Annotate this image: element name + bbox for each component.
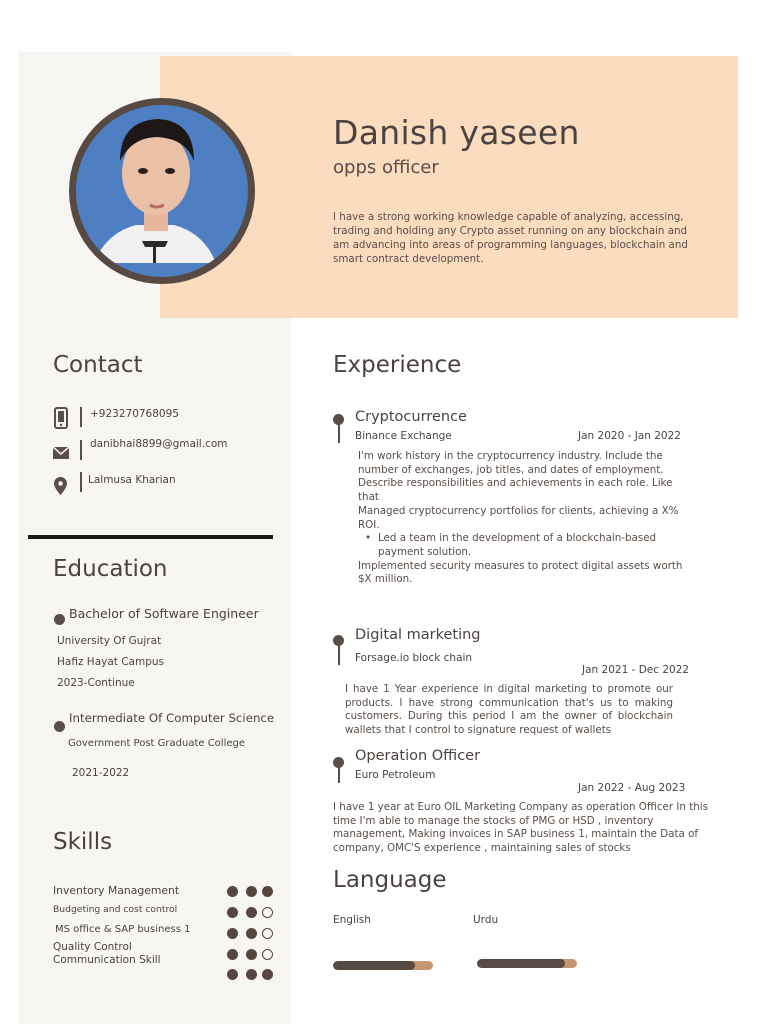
person-name: Danish yaseen	[333, 113, 580, 152]
skill-dot-filled	[246, 949, 257, 960]
contact-email: danibhai8899@gmail.com	[90, 438, 228, 450]
language-name: Urdu	[473, 914, 499, 926]
job-description-line: Managed cryptocurrency portfolios for clients, achieving a X% ROI.	[358, 504, 679, 531]
contact-separator	[80, 440, 82, 460]
timeline-line	[338, 422, 340, 443]
skill-name: Inventory Management	[53, 884, 180, 897]
skill-dot-filled	[246, 907, 257, 918]
job-dates: Jan 2022 - Aug 2023	[578, 782, 686, 794]
job-company: Euro Petroleum	[355, 769, 436, 781]
skill-dot-empty	[262, 907, 273, 918]
job-description: I have 1 Year experience in digital marketing to promote our products. I have strong communication that's us to making customers. During this period I am the owner of blockchain wallets that I control to signature request of wallets	[345, 683, 673, 737]
contact-heading: Contact	[53, 352, 143, 378]
skill-name: Quality Control	[53, 941, 132, 953]
education-line: Government Post Graduate College	[68, 738, 246, 749]
skill-dot-empty	[262, 928, 273, 939]
profile-photo	[69, 98, 255, 284]
education-line: University Of Gujrat	[57, 635, 162, 647]
language-level-bar	[477, 959, 577, 968]
skill-dot-filled	[246, 928, 257, 939]
job-description-line: Implemented security measures to protect digital assets worth $X million.	[358, 559, 683, 586]
skill-dot-filled	[227, 886, 238, 897]
skill-name: Budgeting and cost control	[53, 904, 178, 915]
job-title: Operation Officer	[355, 748, 481, 764]
language-level-fill	[333, 961, 415, 970]
education-line: 2021-2022	[72, 767, 130, 779]
skill-dot-filled	[227, 969, 238, 980]
timeline-line	[338, 643, 340, 665]
education-degree: Intermediate Of Computer Science	[69, 711, 275, 725]
person-role: opps officer	[333, 157, 439, 178]
phone-icon	[54, 407, 68, 433]
bullet-icon	[54, 614, 65, 625]
job-company: Forsage.io block chain	[355, 652, 473, 664]
job-title: Digital marketing	[355, 627, 481, 643]
language-level-fill	[477, 959, 565, 968]
language-name: English	[333, 914, 371, 926]
skill-name: MS office & SAP business 1	[55, 924, 191, 935]
education-heading: Education	[53, 556, 168, 582]
skills-heading: Skills	[53, 829, 113, 855]
skill-dot-filled	[227, 949, 238, 960]
job-description-line: I'm work history in the cryptocurrency industry. Include the number of exchanges, job titles, and dates of employment. Describe responsibilities and achievements in each role. Like that	[358, 450, 673, 504]
skill-dot-filled	[227, 907, 238, 918]
job-description: I have 1 year at Euro OIL Marketing Company as operation Officer In this time I'm able to manage the stocks of PMG or HSD , inventory management, Making invoices in SAP business 1, maintain the Data of company, OMC'S experience , maintaining sales of stocks	[333, 801, 708, 855]
education-line: 2023-Continue	[57, 677, 135, 689]
timeline-line	[338, 765, 340, 783]
contact-separator	[80, 472, 82, 492]
skill-dot-filled	[262, 886, 273, 897]
skill-dot-empty	[262, 949, 273, 960]
job-description-line: Led a team in the development of a blockchain-based payment solution.	[378, 532, 657, 558]
contact-location: Lalmusa Kharian	[88, 474, 176, 486]
bullet-point	[358, 532, 694, 559]
education-degree: Bachelor of Software Engineer	[69, 606, 259, 621]
contact-phone: +923270768095	[90, 408, 179, 420]
skill-dot-filled	[262, 969, 273, 980]
bullet-icon: •	[364, 532, 372, 545]
skill-dot-filled	[246, 886, 257, 897]
profile-summary: I have a strong working knowledge capable of analyzing, accessing, trading and holding any Crypto asset running on any blockchain and am advancing into areas of programming languages, blockchain and smart contract development.	[333, 211, 688, 265]
sidebar-divider	[28, 535, 273, 539]
job-company: Binance Exchange	[355, 430, 452, 442]
contact-separator	[80, 407, 82, 427]
mail-icon	[53, 444, 69, 463]
job-title: Cryptocurrence	[355, 409, 467, 425]
location-pin-icon	[54, 477, 67, 499]
skill-dot-filled	[227, 928, 238, 939]
avatar-portrait	[76, 105, 234, 263]
bullet-icon	[54, 721, 65, 732]
job-dates: Jan 2020 - Jan 2022	[578, 430, 681, 442]
language-heading: Language	[333, 867, 447, 893]
experience-heading: Experience	[333, 352, 462, 378]
job-dates: Jan 2021 - Dec 2022	[582, 664, 690, 676]
job-description	[358, 450, 694, 587]
education-line: Hafiz Hayat Campus	[57, 656, 165, 668]
skill-name: Communication Skill	[53, 954, 161, 966]
language-level-bar	[333, 961, 433, 970]
skill-dot-filled	[246, 969, 257, 980]
